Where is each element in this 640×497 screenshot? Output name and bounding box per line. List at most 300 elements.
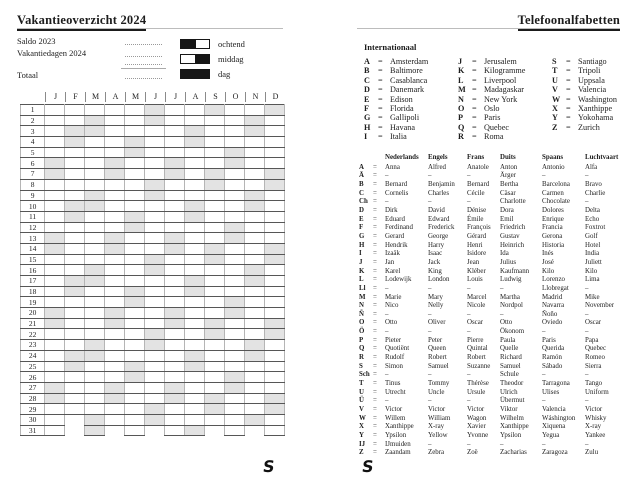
calendar-cell bbox=[105, 222, 125, 233]
phonetic-row bbox=[359, 397, 621, 406]
calendar-cell bbox=[145, 147, 165, 158]
calendar-cell bbox=[105, 265, 125, 276]
day-number: 16 bbox=[21, 265, 45, 276]
alphabet-word: Inés bbox=[542, 250, 554, 258]
alphabet-word: Zaragoza bbox=[542, 449, 568, 457]
calendar-cell bbox=[85, 254, 105, 265]
alphabet-word: Tinus bbox=[385, 380, 401, 388]
calendar-row bbox=[21, 297, 285, 308]
alphabet-word: – bbox=[428, 371, 432, 379]
calendar-cell bbox=[45, 137, 65, 148]
alphabet-word: IJmuiden bbox=[385, 440, 411, 448]
calendar-cell bbox=[125, 372, 145, 383]
calendar-cell bbox=[125, 211, 145, 222]
international-item bbox=[458, 123, 525, 132]
calendar-cell bbox=[65, 361, 85, 372]
equals-sign: = bbox=[378, 94, 383, 104]
calendar-cell bbox=[145, 382, 165, 393]
left-header-rule bbox=[17, 11, 283, 29]
phonetic-row bbox=[359, 406, 621, 415]
alphabet-word: Übermut bbox=[500, 397, 525, 405]
calendar-cell bbox=[65, 286, 85, 297]
calendar-cell bbox=[165, 137, 185, 148]
alphabet-letter: Sch bbox=[359, 371, 370, 379]
alphabet-word: Pierre bbox=[467, 336, 484, 344]
alphabet-word: – bbox=[467, 440, 471, 448]
alphabet-letter: Z bbox=[359, 449, 364, 457]
international-item bbox=[364, 66, 428, 75]
internationaal-label: Internationaal bbox=[364, 42, 417, 52]
equals-sign: = bbox=[566, 122, 571, 132]
alphabet-word: X-ray bbox=[585, 423, 602, 431]
calendar-cell bbox=[185, 297, 205, 308]
alphabet-word: Queen bbox=[428, 345, 446, 353]
calendar-cell bbox=[165, 318, 185, 329]
alphabet-letter: I bbox=[359, 250, 362, 258]
column-header: Frans bbox=[467, 154, 485, 161]
calendar-cell bbox=[185, 126, 205, 137]
alphabet-word: – bbox=[428, 310, 432, 318]
calendar-cell bbox=[65, 126, 85, 137]
alphabet-letter: R bbox=[458, 132, 464, 142]
phonetic-row bbox=[359, 285, 621, 294]
alphabet-word: Querida bbox=[542, 345, 565, 353]
calendar-cell bbox=[205, 361, 225, 372]
alphabet-word: Romeo bbox=[585, 354, 605, 362]
alphabet-letter: T bbox=[552, 66, 558, 76]
calendar-cell bbox=[125, 147, 145, 158]
alphabet-word: Xanthippe bbox=[500, 423, 529, 431]
alphabet-word: Madrid bbox=[542, 293, 563, 301]
alphabet-letter: R bbox=[359, 354, 364, 362]
equals-sign: = bbox=[472, 113, 477, 123]
alphabet-word: Nicole bbox=[467, 302, 486, 310]
calendar-cell bbox=[145, 158, 165, 169]
calendar-cell bbox=[185, 211, 205, 222]
calendar-cell bbox=[45, 340, 65, 351]
alphabet-word: – bbox=[500, 440, 504, 448]
alphabet-word: Mike bbox=[585, 293, 600, 301]
alphabet-word: Lima bbox=[585, 276, 600, 284]
calendar-cell bbox=[45, 179, 65, 190]
calendar-row bbox=[21, 190, 285, 201]
calendar-cell bbox=[264, 105, 284, 116]
alphabet-word: Isaac bbox=[428, 250, 443, 258]
alphabet-word: – bbox=[428, 172, 432, 180]
alphabet-word: Quelle bbox=[500, 345, 519, 353]
equals-sign: = bbox=[373, 328, 377, 336]
alphabet-letter: O bbox=[359, 319, 365, 327]
calendar-cell bbox=[85, 297, 105, 308]
calendar-cell bbox=[65, 147, 85, 158]
calendar-gap bbox=[205, 425, 225, 436]
calendar-cell bbox=[165, 254, 185, 265]
calendar-cell bbox=[245, 243, 265, 254]
calendar-cell bbox=[105, 350, 125, 361]
phonetic-row bbox=[359, 207, 621, 216]
alphabet-letter: J bbox=[359, 258, 363, 266]
calendar-cell bbox=[165, 211, 185, 222]
alphabet-word: Harry bbox=[428, 241, 445, 249]
alphabet-word: – bbox=[585, 172, 589, 180]
alphabet-word: Wáshington bbox=[542, 414, 576, 422]
alphabet-word: Yankee bbox=[585, 432, 606, 439]
calendar-cell bbox=[225, 233, 245, 244]
alphabet-word: Antonio bbox=[542, 163, 565, 171]
equals-sign: = bbox=[373, 345, 377, 353]
calendar-cell bbox=[85, 147, 105, 158]
international-item bbox=[364, 57, 428, 66]
calendar-cell bbox=[85, 340, 105, 351]
alphabet-word: Mary bbox=[428, 293, 443, 301]
alphabet-word: Tango bbox=[585, 380, 603, 388]
calendar-cell bbox=[264, 318, 284, 329]
alphabet-word: – bbox=[467, 198, 471, 206]
calendar-cell bbox=[65, 115, 85, 126]
calendar-cell bbox=[65, 137, 85, 148]
alphabet-word: Émile bbox=[467, 215, 484, 223]
alphabet-word: Izaäk bbox=[385, 250, 400, 258]
calendar-cell bbox=[105, 308, 125, 319]
calendar-cell bbox=[165, 404, 185, 415]
calendar-gap bbox=[65, 414, 85, 425]
day-number: 6 bbox=[21, 158, 45, 169]
calendar-cell bbox=[165, 105, 185, 116]
alphabet-letter: Q bbox=[458, 122, 465, 132]
alphabet-word: Anton bbox=[500, 163, 518, 171]
alphabet-letter: G bbox=[359, 232, 365, 240]
calendar-row bbox=[21, 201, 285, 212]
calendar-cell bbox=[145, 393, 165, 404]
calendar-cell bbox=[125, 169, 145, 180]
equals-sign: = bbox=[373, 224, 377, 232]
equals-sign: = bbox=[373, 284, 377, 292]
alphabet-word: Enrique bbox=[542, 215, 564, 223]
equals-sign: = bbox=[378, 103, 383, 113]
equals-sign: = bbox=[373, 180, 377, 188]
equals-sign: = bbox=[378, 57, 383, 66]
calendar-cell bbox=[85, 233, 105, 244]
equals-sign: = bbox=[373, 440, 377, 448]
alphabet-letter: Q bbox=[359, 345, 365, 353]
calendar-cell bbox=[225, 318, 245, 329]
calendar-cell bbox=[65, 158, 85, 169]
day-number: 19 bbox=[21, 297, 45, 308]
calendar-cell bbox=[245, 105, 265, 116]
alphabet-word: – bbox=[542, 172, 546, 180]
calendar-cell bbox=[185, 190, 205, 201]
calendar-gap bbox=[65, 425, 85, 436]
alphabet-word: Bertha bbox=[500, 180, 519, 188]
sum-fill-in-line bbox=[125, 63, 162, 65]
alphabet-word: Victor bbox=[428, 406, 446, 414]
calendar-cell bbox=[245, 201, 265, 212]
totaal-fill-in-line bbox=[125, 77, 162, 79]
alphabet-letter: Ch bbox=[359, 198, 368, 206]
equals-sign: = bbox=[378, 66, 383, 76]
equals-sign: = bbox=[373, 206, 377, 214]
header-spacer bbox=[359, 154, 373, 163]
calendar-row bbox=[21, 222, 285, 233]
calendar-cell bbox=[125, 382, 145, 393]
alphabet-word: Alfred bbox=[428, 163, 446, 171]
calendar-cell bbox=[125, 126, 145, 137]
calendar-cell bbox=[205, 265, 225, 276]
alphabet-letter: H bbox=[364, 122, 371, 132]
calendar-cell bbox=[85, 393, 105, 404]
calendar-cell bbox=[65, 404, 85, 415]
calendar-cell bbox=[205, 414, 225, 425]
phonetic-row bbox=[359, 449, 621, 458]
alphabet-word: Xiquena bbox=[542, 423, 566, 431]
calendar-cell bbox=[205, 126, 225, 137]
equals-sign: = bbox=[472, 122, 477, 132]
month-header-label: J bbox=[45, 92, 65, 102]
international-item bbox=[458, 66, 525, 75]
day-number: 7 bbox=[21, 169, 45, 180]
calendar-cell bbox=[45, 254, 65, 265]
calendar-cell bbox=[165, 286, 185, 297]
alphabet-word: José bbox=[542, 258, 554, 266]
calendar-cell bbox=[125, 350, 145, 361]
calendar-cell bbox=[264, 169, 284, 180]
calendar-cell bbox=[245, 158, 265, 169]
calendar-cell bbox=[125, 329, 145, 340]
calendar-cell bbox=[185, 276, 205, 287]
calendar-cell bbox=[245, 265, 265, 276]
alphabet-letter: C bbox=[359, 189, 364, 197]
calendar-cell bbox=[125, 276, 145, 287]
equals-sign: = bbox=[373, 423, 377, 431]
calendar-cell bbox=[225, 414, 245, 425]
calendar-row bbox=[21, 350, 285, 361]
calendar-cell bbox=[264, 308, 284, 319]
vacation-calendar bbox=[20, 90, 285, 436]
alphabet-word: – bbox=[542, 440, 546, 448]
sum-rule bbox=[121, 67, 166, 69]
alphabet-word: Xanthippe bbox=[578, 103, 613, 113]
alphabet-letter: Ll bbox=[359, 284, 366, 292]
alphabet-word: Tarragona bbox=[542, 380, 570, 388]
alphabet-word: Gallipoli bbox=[390, 113, 420, 123]
calendar-cell bbox=[105, 318, 125, 329]
calendar-cell bbox=[264, 137, 284, 148]
calendar-row bbox=[21, 361, 285, 372]
alphabet-word: – bbox=[385, 328, 389, 336]
alphabet-word: Quintal bbox=[467, 345, 488, 353]
alphabet-word: Danemark bbox=[390, 85, 425, 95]
calendar-cell bbox=[85, 201, 105, 212]
brand-logo: S bbox=[360, 457, 375, 476]
calendar-cell bbox=[245, 318, 265, 329]
calendar-cell bbox=[65, 254, 85, 265]
day-number: 10 bbox=[21, 201, 45, 212]
international-item bbox=[552, 113, 617, 122]
alphabet-word: Yokohama bbox=[578, 113, 614, 123]
month-header-label: F bbox=[65, 92, 85, 102]
calendar-cell bbox=[85, 169, 105, 180]
equals-sign: = bbox=[373, 310, 377, 318]
alphabet-word: Jean bbox=[467, 258, 480, 266]
calendar-cell bbox=[85, 276, 105, 287]
calendar-cell bbox=[185, 265, 205, 276]
calendar-cell bbox=[45, 243, 65, 254]
calendar-cell bbox=[45, 222, 65, 233]
calendar-cell bbox=[205, 382, 225, 393]
alphabet-word: Rudolf bbox=[385, 354, 405, 362]
phonetic-row bbox=[359, 302, 621, 311]
calendar-cell bbox=[245, 361, 265, 372]
calendar-row bbox=[21, 179, 285, 190]
calendar-cell bbox=[225, 297, 245, 308]
alphabet-word: Lorenzo bbox=[542, 276, 565, 284]
calendar-cell bbox=[264, 329, 284, 340]
right-header-rule bbox=[357, 11, 620, 29]
equals-sign: = bbox=[373, 319, 377, 327]
calendar-cell bbox=[45, 382, 65, 393]
day-number: 30 bbox=[21, 414, 45, 425]
calendar-cell bbox=[185, 105, 205, 116]
calendar-cell bbox=[125, 308, 145, 319]
calendar-cell bbox=[165, 158, 185, 169]
alphabet-word: Heinrich bbox=[500, 241, 525, 249]
calendar-cell bbox=[165, 243, 185, 254]
calendar-cell bbox=[205, 201, 225, 212]
calendar-cell bbox=[225, 169, 245, 180]
calendar-cell bbox=[264, 126, 284, 137]
international-item bbox=[364, 113, 428, 122]
day-number: 31 bbox=[21, 425, 45, 436]
calendar-cell bbox=[185, 361, 205, 372]
equals-sign: = bbox=[566, 113, 571, 123]
calendar-cell bbox=[145, 414, 165, 425]
calendar-cell bbox=[205, 340, 225, 351]
calendar-cell bbox=[264, 340, 284, 351]
day-number: 8 bbox=[21, 179, 45, 190]
alphabet-word: Historia bbox=[542, 241, 565, 249]
calendar-cell bbox=[45, 297, 65, 308]
calendar-gap bbox=[105, 425, 125, 436]
international-item bbox=[458, 85, 525, 94]
calendar-row bbox=[21, 137, 285, 148]
alphabet-word: Suzanne bbox=[467, 362, 491, 370]
alphabet-word: – bbox=[428, 397, 432, 405]
alphabet-word: Chocolate bbox=[542, 198, 570, 206]
alphabet-word: Zaandam bbox=[385, 449, 411, 457]
calendar-cell bbox=[65, 222, 85, 233]
alphabet-letter: D bbox=[364, 85, 370, 95]
middag-box-icon bbox=[180, 54, 210, 64]
alphabet-letter: S bbox=[552, 57, 557, 66]
alphabet-word: Xanthippe bbox=[385, 423, 414, 431]
calendar-cell bbox=[205, 243, 225, 254]
calendar-cell bbox=[185, 425, 205, 436]
calendar-cell bbox=[85, 404, 105, 415]
calendar-cell bbox=[225, 243, 245, 254]
international-item bbox=[364, 132, 428, 141]
alphabet-word: Quebec bbox=[484, 122, 510, 132]
alphabet-word: – bbox=[467, 328, 471, 336]
alphabet-word: Theodor bbox=[500, 380, 524, 388]
calendar-row bbox=[21, 126, 285, 137]
phonetic-row bbox=[359, 319, 621, 328]
equals-sign: = bbox=[373, 336, 377, 344]
calendar-cell bbox=[205, 158, 225, 169]
calendar-cell bbox=[245, 404, 265, 415]
equals-sign: = bbox=[472, 94, 477, 104]
calendar-cell bbox=[45, 414, 65, 425]
calendar-cell bbox=[85, 105, 105, 116]
calendar-cell bbox=[264, 393, 284, 404]
month-header-row bbox=[20, 90, 285, 103]
alphabet-letter: A bbox=[364, 57, 370, 66]
calendar-cell bbox=[105, 243, 125, 254]
calendar-cell bbox=[205, 350, 225, 361]
calendar-cell bbox=[85, 137, 105, 148]
calendar-cell bbox=[165, 276, 185, 287]
alphabet-word: Charles bbox=[428, 189, 450, 197]
alphabet-word: – bbox=[542, 371, 546, 379]
alphabet-word: Hotel bbox=[585, 241, 601, 249]
alphabet-word: Ramón bbox=[542, 354, 562, 362]
alphabet-word: Zoë bbox=[467, 449, 478, 457]
calendar-cell bbox=[105, 147, 125, 158]
calendar-cell bbox=[225, 276, 245, 287]
alphabet-letter: Y bbox=[552, 113, 558, 123]
alphabet-word: Oviedo bbox=[542, 319, 563, 327]
calendar-cell bbox=[85, 211, 105, 222]
alphabet-word: Anatole bbox=[467, 163, 489, 171]
calendar-cell bbox=[65, 265, 85, 276]
calendar-cell bbox=[185, 137, 205, 148]
phonetic-row bbox=[359, 432, 621, 441]
alphabet-word: Uppsala bbox=[578, 75, 605, 85]
calendar-cell bbox=[105, 201, 125, 212]
calendar-cell bbox=[105, 179, 125, 190]
left-page bbox=[17, 0, 283, 497]
vakantiedagen-fill-in-line bbox=[125, 55, 162, 57]
alphabet-word: Washington bbox=[578, 94, 617, 104]
alphabet-word: Cécile bbox=[467, 189, 485, 197]
calendar-cell bbox=[65, 318, 85, 329]
calendar-cell bbox=[65, 372, 85, 383]
international-item bbox=[458, 95, 525, 104]
calendar-cell bbox=[105, 286, 125, 297]
alphabet-word: Alfa bbox=[585, 163, 598, 171]
calendar-cell bbox=[205, 169, 225, 180]
alphabet-word: Edward bbox=[428, 215, 450, 223]
month-header-label: S bbox=[205, 92, 225, 102]
day-number: 3 bbox=[21, 126, 45, 137]
column-header: Spaans bbox=[542, 154, 564, 161]
calendar-cell bbox=[205, 308, 225, 319]
calendar-cell bbox=[65, 179, 85, 190]
calendar-cell bbox=[264, 222, 284, 233]
month-header-label: A bbox=[105, 92, 125, 102]
alphabet-word: Golf bbox=[585, 232, 598, 240]
calendar-cell bbox=[125, 190, 145, 201]
alphabet-word: George bbox=[428, 232, 449, 240]
alphabet-letter: U bbox=[552, 75, 558, 85]
column-header: Engels bbox=[428, 154, 448, 161]
alphabet-word: Kilogramme bbox=[484, 66, 526, 76]
calendar-cell bbox=[85, 243, 105, 254]
equals-sign: = bbox=[472, 103, 477, 113]
calendar-cell bbox=[245, 222, 265, 233]
calendar-cell bbox=[165, 297, 185, 308]
calendar-cell bbox=[165, 169, 185, 180]
calendar-row bbox=[21, 243, 285, 254]
